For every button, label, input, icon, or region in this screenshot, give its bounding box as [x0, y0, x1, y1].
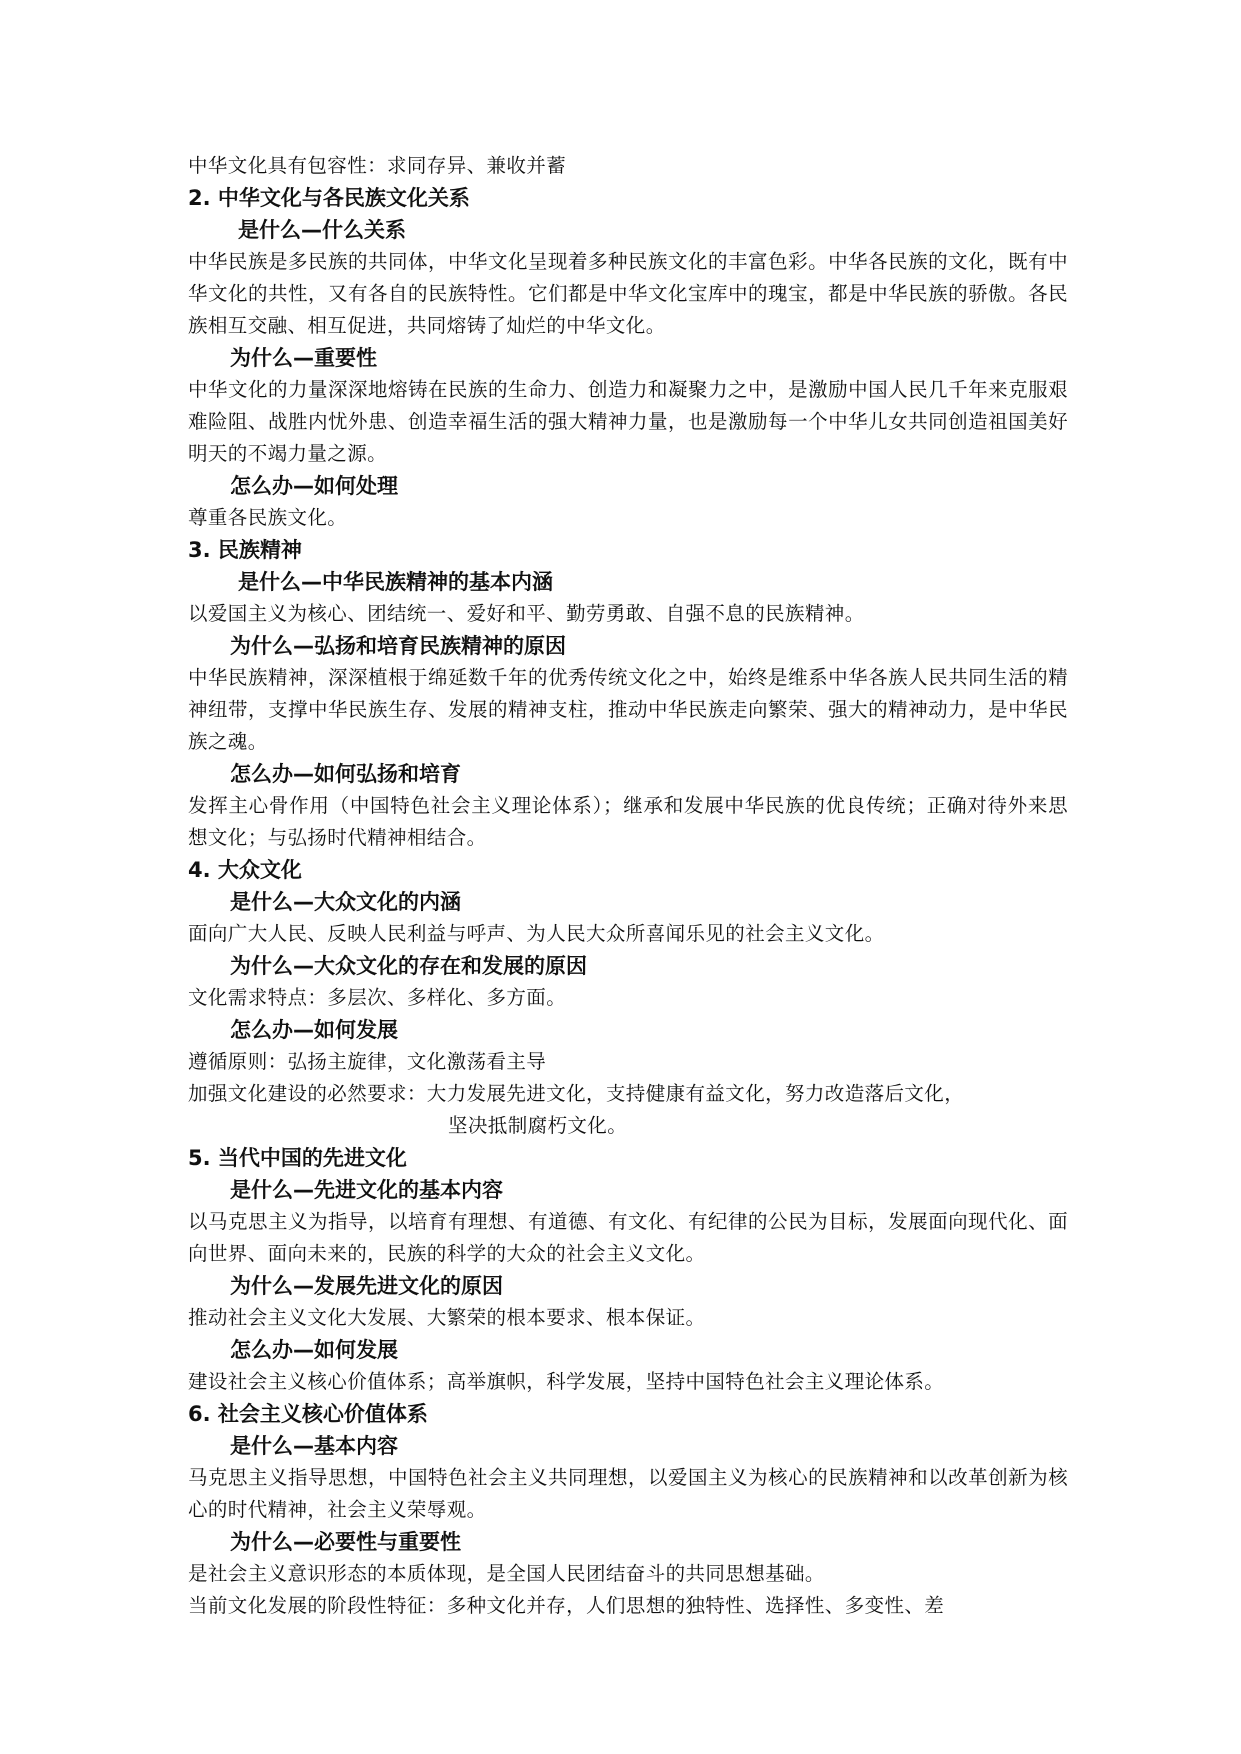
- subheading: 为什么—弘扬和培育民族精神的原因: [230, 634, 566, 658]
- paragraph: 面向广大人民、反映人民利益与呼声、为人民大众所喜闻乐见的社会主义文化。: [188, 922, 885, 945]
- paragraph: 以马克思主义为指导，以培育有理想、有道德、有文化、有纪律的公民为目标，发展面向现代化、面向世界、面向未来的，民族的科学的大众的社会主义文化。: [188, 1210, 1068, 1265]
- paragraph: 当前文化发展的阶段性特征：多种文化并存，人们思想的独特性、选择性、多变性、差: [188, 1594, 945, 1617]
- paragraph: 文化需求特点：多层次、多样化、多方面。: [188, 986, 567, 1009]
- subheading: 为什么—重要性: [230, 346, 377, 370]
- section-heading: 6. 社会主义核心价值体系: [188, 1402, 428, 1426]
- subheading: 为什么—发展先进文化的原因: [230, 1274, 503, 1298]
- subheading: 是什么—大众文化的内涵: [230, 890, 461, 914]
- paragraph: 中华民族精神，深深植根于绵延数千年的优秀传统文化之中，始终是维系中华各族人民共同生活的精神纽带，支撑中华民族生存、发展的精神支柱，推动中华民族走向繁荣、强大的精神动力，是中华民族之魂。: [188, 666, 1068, 753]
- paragraph: 发挥主心骨作用（中国特色社会主义理论体系）；继承和发展中华民族的优良传统；正确对待外来思想文化；与弘扬时代精神相结合。: [188, 794, 1068, 849]
- subheading: 怎么办—如何发展: [230, 1338, 398, 1362]
- document-page: [188, 150, 1068, 1622]
- paragraph: 尊重各民族文化。: [188, 506, 348, 529]
- paragraph: 坚决抵制腐朽文化。: [448, 1114, 628, 1137]
- subheading: 是什么—基本内容: [230, 1434, 398, 1458]
- paragraph: 以爱国主义为核心、团结统一、爱好和平、勤劳勇敢、自强不息的民族精神。: [188, 602, 865, 625]
- subheading: 怎么办—如何发展: [230, 1018, 398, 1042]
- paragraph: 加强文化建设的必然要求：大力发展先进文化，支持健康有益文化，努力改造落后文化，: [188, 1082, 965, 1105]
- section-heading: 2. 中华文化与各民族文化关系: [188, 186, 470, 210]
- paragraph: 中华文化具有包容性：求同存异、兼收并蓄: [188, 154, 567, 177]
- paragraph: 遵循原则：弘扬主旋律，文化激荡看主导: [188, 1050, 547, 1073]
- paragraph: 中华文化的力量深深地熔铸在民族的生命力、创造力和凝聚力之中，是激励中国人民几千年来克服艰难险阻、战胜内忧外患、创造幸福生活的强大精神力量，也是激励每一个中华儿女共同创造祖国美好明天的不竭力量之源。: [188, 378, 1068, 465]
- subheading: 怎么办—如何弘扬和培育: [230, 762, 461, 786]
- section-heading: 3. 民族精神: [188, 538, 302, 562]
- subheading: 为什么—大众文化的存在和发展的原因: [230, 954, 587, 978]
- subheading: 是什么—中华民族精神的基本内涵: [238, 570, 553, 594]
- section-heading: 5. 当代中国的先进文化: [188, 1146, 407, 1170]
- paragraph: 马克思主义指导思想，中国特色社会主义共同理想，以爱国主义为核心的民族精神和以改革创新为核心的时代精神，社会主义荣辱观。: [188, 1466, 1068, 1521]
- subheading: 为什么—必要性与重要性: [230, 1530, 461, 1554]
- paragraph: 建设社会主义核心价值体系；高举旗帜，科学发展，坚持中国特色社会主义理论体系。: [188, 1370, 945, 1393]
- paragraph: 是社会主义意识形态的本质体现，是全国人民团结奋斗的共同思想基础。: [188, 1562, 825, 1585]
- paragraph: 推动社会主义文化大发展、大繁荣的根本要求、根本保证。: [188, 1306, 706, 1329]
- subheading: 怎么办—如何处理: [230, 474, 398, 498]
- paragraph: 中华民族是多民族的共同体，中华文化呈现着多种民族文化的丰富色彩。中华各民族的文化，既有中华文化的共性，又有各自的民族特性。它们都是中华文化宝库中的瑰宝，都是中华民族的骄傲。各民族相互交融、相互促进，共同熔铸了灿烂的中华文化。: [188, 250, 1068, 337]
- subheading: 是什么—什么关系: [238, 218, 406, 242]
- section-heading: 4. 大众文化: [188, 858, 302, 882]
- subheading: 是什么—先进文化的基本内容: [230, 1178, 503, 1202]
